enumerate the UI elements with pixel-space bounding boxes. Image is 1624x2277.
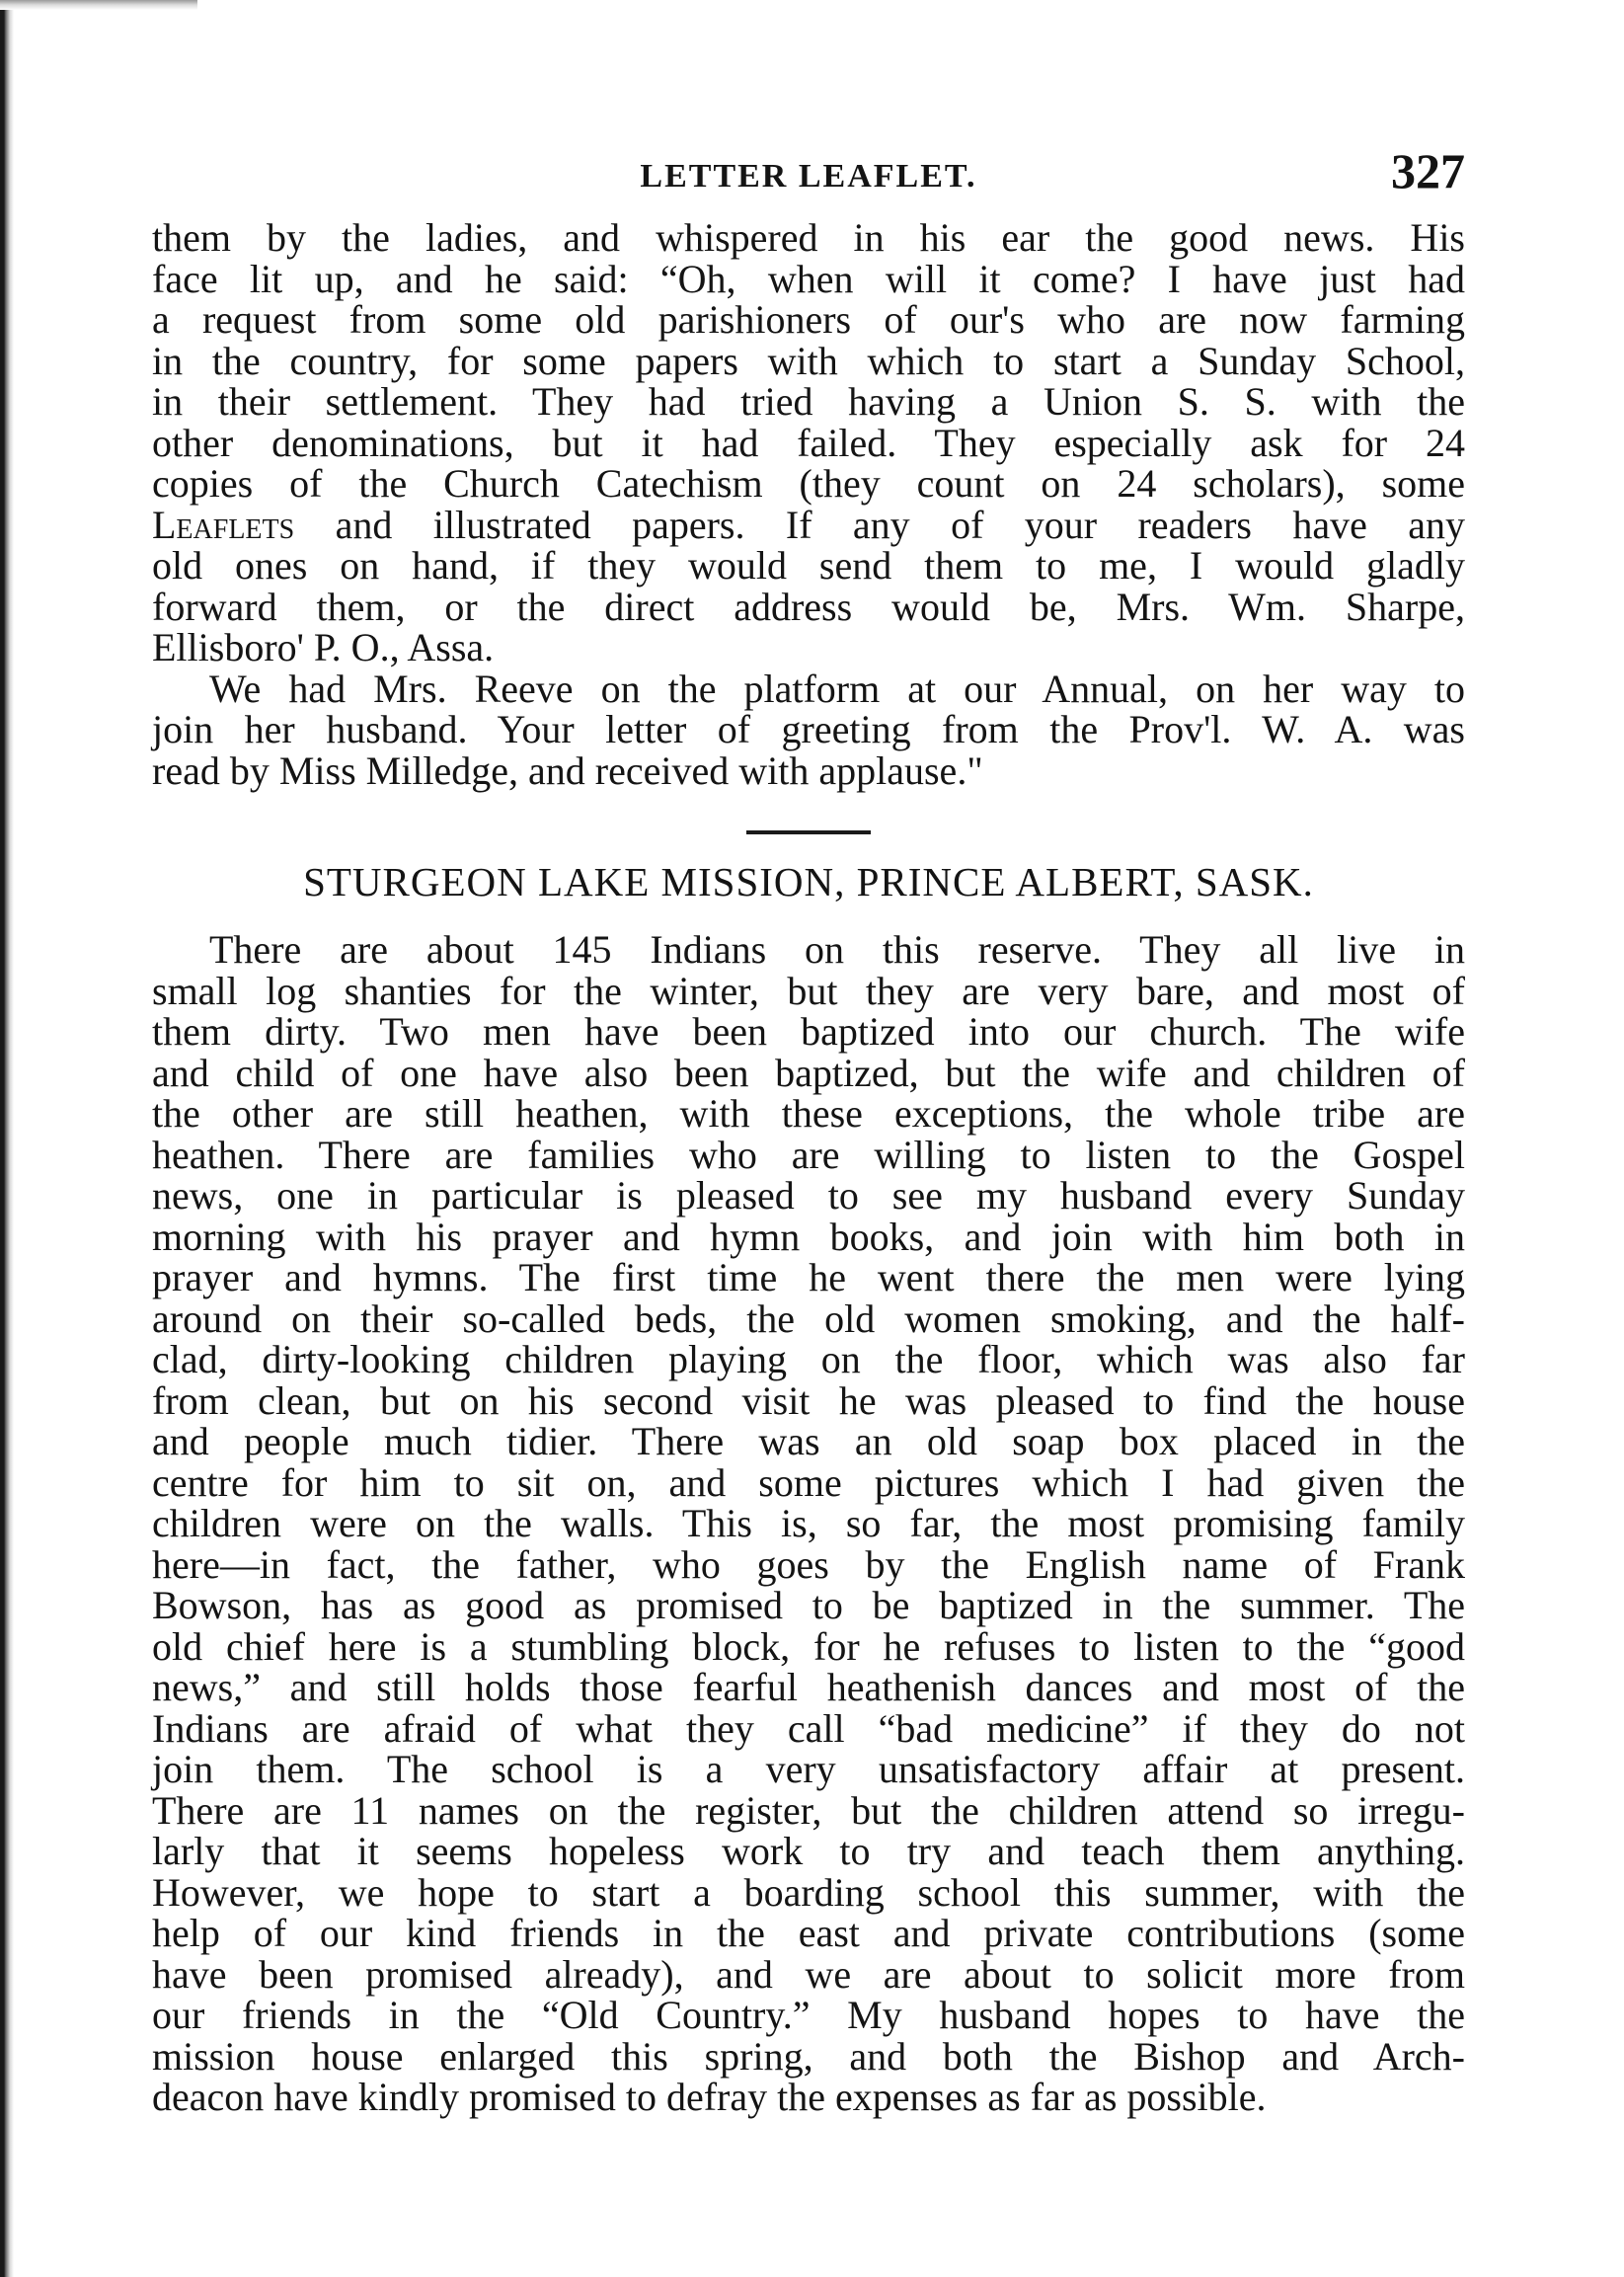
text-line: small log shanties for the winter, but they are very bare, and most of xyxy=(152,968,1465,1013)
text-line: children were on the walls. This is, so far, the most promising family xyxy=(152,1501,1465,1545)
text-line: our friends in the “Old Country.” My husband hopes to have the xyxy=(152,1993,1465,2037)
text-line: There are 11 names on the register, but the children attend so irregu- xyxy=(152,1787,1465,1833)
text-line: have been promised already), and we are about to solicit more from xyxy=(152,1951,1465,1997)
text-line: old chief here is a stumbling block, for he refuses to listen to the “good xyxy=(152,1623,1465,1669)
paragraph-1 xyxy=(152,217,1465,668)
text-line: copies of the Church Catechism (they count on 24 scholars), some xyxy=(152,461,1465,506)
text-line: news,” and still holds those fearful heathenish dances and most of the xyxy=(152,1665,1465,1709)
text-line: morning with his prayer and hymn books, and join with him both in xyxy=(152,1214,1465,1259)
text-line: and child of one have also been baptized, but the wife and children of xyxy=(152,1050,1465,1095)
text-line: help of our kind friends in the east and private contributions (some xyxy=(152,1911,1465,1955)
text-line: However, we hope to start a boarding school this summer, with the xyxy=(152,1869,1465,1915)
text-line: Indians are afraid of what they call “bad medicine” if they do not xyxy=(152,1705,1465,1751)
text-line: join them. The school is a very unsatisfactory affair at present. xyxy=(152,1747,1465,1791)
text-line: from clean, but on his second visit he was pleased to find the house xyxy=(152,1377,1465,1423)
section-paragraph xyxy=(152,929,1465,2118)
text-line: read by Miss Milledge, and received with applause." xyxy=(152,747,983,793)
text-line: other denominations, but it had failed. They especially ask for 24 xyxy=(152,420,1465,465)
text-line: in their settlement. They had tried having a Union S. S. with the xyxy=(152,379,1465,424)
text-line: the other are still heathen, with these exceptions, the whole tribe are xyxy=(152,1091,1465,1136)
text-line: prayer and hymns. The first time he went there the men were lying xyxy=(152,1255,1465,1299)
section-divider xyxy=(746,830,871,834)
text-line: We had Mrs. Reeve on the platform at our Annual, on her way to xyxy=(209,666,1465,711)
page-edge-shadow xyxy=(0,0,14,2277)
text-fragment: and illustrated papers. If any of your readers have any xyxy=(294,502,1465,547)
text-line: and people much tidier. There was an old soap box placed in the xyxy=(152,1419,1465,1463)
text-line: clad, dirty-looking children playing on the floor, which was also far xyxy=(152,1337,1465,1381)
text-line: them by the ladies, and whispered in his ear the good news. His xyxy=(152,215,1465,260)
running-title: LETTER LEAFLET. xyxy=(640,158,977,195)
text-line: here—in fact, the father, who goes by the English name of Frank xyxy=(152,1541,1465,1587)
paragraph-2 xyxy=(152,668,1465,792)
text-line: a request from some old parishioners of our's who are now farming xyxy=(152,297,1465,342)
text-line: them dirty. Two men have been baptized into our church. The wife xyxy=(152,1009,1465,1054)
text-line: mission house enlarged this spring, and both the Bishop and Arch- xyxy=(152,2033,1465,2079)
text-line: old ones on hand, if they would send them to me, I would gladly xyxy=(152,543,1465,588)
text-line: face lit up, and he said: “Oh, when will it come? I have just had xyxy=(152,256,1465,301)
text-line: There are about 145 Indians on this reserve. They all live in xyxy=(209,927,1465,972)
text-line: deacon have kindly promised to defray the expenses as far as possible. xyxy=(152,2075,1267,2119)
document-page xyxy=(152,138,1465,2118)
text-line: news, one in particular is pleased to see my husband every Sunday xyxy=(152,1173,1465,1217)
page-number: 327 xyxy=(1391,143,1465,198)
text-line: centre for him to sit on, and some pictures which I had given the xyxy=(152,1459,1465,1505)
text-line: join her husband. Your letter of greeting from the Prov'l. W. A. was xyxy=(152,707,1465,751)
scan-smudge xyxy=(0,0,197,10)
page-header xyxy=(152,138,1465,217)
text-line: in the country, for some papers with which to start a Sunday School, xyxy=(152,338,1465,383)
text-line: Bowson, has as good as promised to be baptized in the summer. The xyxy=(152,1583,1465,1627)
text-line: Ellisboro' P. O., Assa. xyxy=(152,625,495,669)
text-line: around on their so-called beds, the old women smoking, and the half- xyxy=(152,1296,1465,1341)
text-line xyxy=(152,502,1465,547)
section-heading: STURGEON LAKE MISSION, PRINCE ALBERT, SASK. xyxy=(303,859,1314,904)
text-line: forward them, or the direct address would be, Mrs. Wm. Sharpe, xyxy=(152,584,1465,629)
text-line: heathen. There are families who are willing to listen to the Gospel xyxy=(152,1132,1465,1177)
leaflets-smallcaps: Leaflets xyxy=(152,502,295,547)
text-line: larly that it seems hopeless work to try and teach them anything. xyxy=(152,1829,1465,1873)
